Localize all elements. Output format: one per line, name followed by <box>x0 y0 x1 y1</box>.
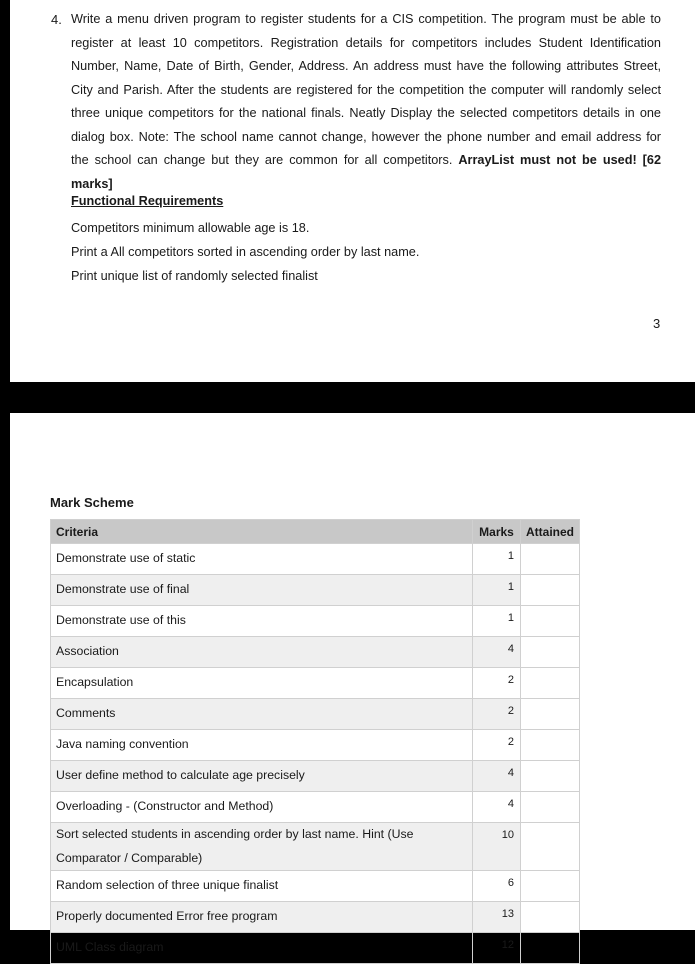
attained-cell <box>521 871 580 902</box>
page-number: 3 <box>653 316 661 331</box>
attained-cell <box>521 544 580 575</box>
marks-cell: 4 <box>473 792 521 823</box>
criteria-cell: Random selection of three unique finalist <box>51 871 473 902</box>
table-row <box>51 823 580 871</box>
attained-cell <box>521 637 580 668</box>
marks-cell: 12 <box>473 933 521 964</box>
requirement-item: Print a All competitors sorted in ascending order by last name. <box>71 244 420 259</box>
question-bold-note: ArrayList must not be used! [62 marks] <box>71 153 661 191</box>
criteria-cell: Demonstrate use of final <box>51 575 473 606</box>
criteria-cell: User define method to calculate age precisely <box>51 761 473 792</box>
functional-requirements-title: Functional Requirements <box>71 194 224 208</box>
criteria-cell: Demonstrate use of static <box>51 544 473 575</box>
requirement-item: Competitors minimum allowable age is 18. <box>71 221 310 235</box>
attained-cell <box>521 761 580 792</box>
table-row <box>51 637 580 668</box>
attained-cell <box>521 823 580 871</box>
table-row <box>51 575 580 606</box>
criteria-cell: Demonstrate use of this <box>51 606 473 637</box>
marks-cell: 2 <box>473 668 521 699</box>
marks-cell: 4 <box>473 637 521 668</box>
marks-cell: 1 <box>473 575 521 606</box>
question-number: 4. <box>51 12 62 27</box>
criteria-cell: Comments <box>51 699 473 730</box>
table-row <box>51 668 580 699</box>
table-row <box>51 761 580 792</box>
mark-scheme-title: Mark Scheme <box>50 495 134 510</box>
attained-header: Attained <box>521 520 580 544</box>
table-row <box>51 933 580 964</box>
criteria-header: Criteria <box>51 520 473 544</box>
marks-cell: 4 <box>473 761 521 792</box>
marks-cell: 2 <box>473 699 521 730</box>
marks-cell: 10 <box>473 823 521 871</box>
marks-cell: 13 <box>473 902 521 933</box>
attained-cell <box>521 792 580 823</box>
table-header-row <box>51 520 580 544</box>
criteria-cell: Sort selected students in ascending order by last name. Hint (Use Comparator / Comparable) <box>51 823 473 871</box>
criteria-cell: Java naming convention <box>51 730 473 761</box>
table-row <box>51 792 580 823</box>
mark-scheme-table <box>50 519 580 964</box>
attained-cell <box>521 668 580 699</box>
attained-cell <box>521 575 580 606</box>
marks-cell: 6 <box>473 871 521 902</box>
attained-cell <box>521 606 580 637</box>
question-text <box>71 8 661 196</box>
marks-header: Marks <box>473 520 521 544</box>
table-row <box>51 902 580 933</box>
table-row <box>51 699 580 730</box>
functional-requirements-list <box>71 217 419 288</box>
document-page-1 <box>10 0 695 382</box>
marks-cell: 1 <box>473 606 521 637</box>
criteria-cell: UML Class diagram <box>51 933 473 964</box>
document-page-2 <box>10 413 695 955</box>
table-row <box>51 606 580 637</box>
question-main-text: Write a menu driven program to register students for a CIS competition. The program must be able to register at least 10 competitors. Registration details for competitors includes Student Identification Number, Name, Date of Birth, Gender, Address. An address must have the following attributes Street, City and Parish. After the students are registered for the competition the computer will randomly select three unique competitors for the national finals. Neatly Display the selected competitors details in one dialog box. Note: The school name cannot change, however the phone number and email address for the school can change but they are common for all competitors. <box>71 12 661 167</box>
attained-cell <box>521 730 580 761</box>
criteria-cell: Properly documented Error free program <box>51 902 473 933</box>
attained-cell <box>521 933 580 964</box>
requirement-item: Print unique list of randomly selected finalist <box>71 268 318 283</box>
marks-cell: 2 <box>473 730 521 761</box>
table-row <box>51 730 580 761</box>
attained-cell <box>521 902 580 933</box>
marks-cell: 1 <box>473 544 521 575</box>
criteria-cell: Overloading - (Constructor and Method) <box>51 792 473 823</box>
criteria-cell: Association <box>51 637 473 668</box>
table-row <box>51 544 580 575</box>
table-row <box>51 871 580 902</box>
criteria-cell: Encapsulation <box>51 668 473 699</box>
attained-cell <box>521 699 580 730</box>
